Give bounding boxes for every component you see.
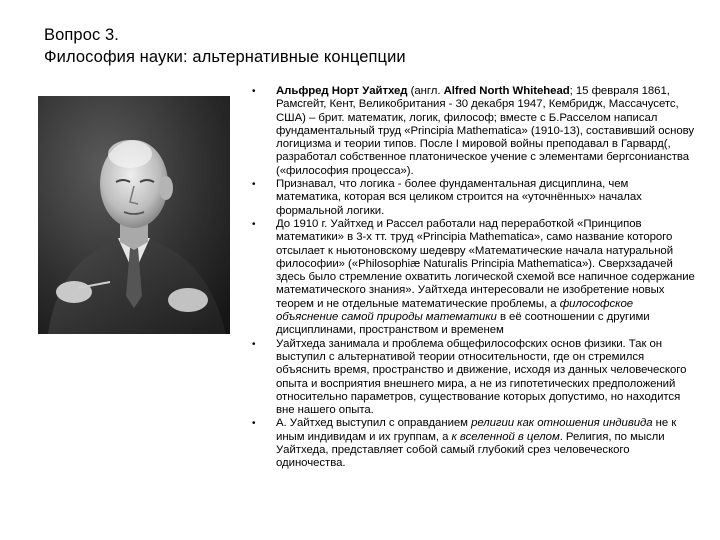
bullet-5-text-b: не к иным индивидам и их группам, а <box>276 417 677 443</box>
bullet-item-physics <box>248 338 696 418</box>
bullet-item-religion <box>248 417 696 470</box>
portrait-photo-icon <box>38 96 230 334</box>
bullet-1-text-b: ; 15 февраля 1861, Рамсгейт, Кент, Великобритания - 30 декабря 1947, Кембридж, Массачусетс, США) – брит. математик, логик, философ; вместе с Б.Расселом написал фундаментальный труд «Principia Mathematica» (1910-13), составивший основу логицизма и теории типов. После I мировой войны преподавал в Гарвард(, разработал собственное платоническое учение с элементами бергсонианства («философия процесса»). <box>276 85 695 177</box>
bullet-marker: • <box>252 218 256 230</box>
slide-title <box>44 24 684 68</box>
bullet-marker: • <box>252 418 256 430</box>
bullet-1-english-name: Alfred North Whitehead <box>443 85 570 97</box>
bullet-5-italic-a: религии как отношения индивида <box>471 417 653 430</box>
bullet-marker: • <box>252 179 256 191</box>
bullet-5-italic-b: к вселенной в целом <box>451 430 560 443</box>
bullet-3-text-a: До 1910 г. Уайтхед и Рассел работали над переработкой «Принципов математики» в 3-х тт. труд «Principia Mathematica», само название которого отсылает к ньютоновскому шедевру «Математические начала натуральной философии» («Philosophiæ Naturalis Principia Mathematica»). Сверхзадачей здесь было стремление охватить логической схемой все напичное содержание математического знания». Уайтхеда интересовали не изобретение новых теорем и не отдельные математические проблемы, а <box>276 217 695 310</box>
bullet-item-logic <box>248 178 696 218</box>
bullet-1-lead: Альфред Норт Уайтхед <box>276 85 408 97</box>
bullet-5-text-a: А. Уайтхед выступил с оправданием <box>276 417 472 430</box>
bullet-1-text-a: (англ. <box>407 85 444 97</box>
bullet-marker: • <box>252 338 256 350</box>
title-line-1: Вопрос 3. <box>44 26 119 44</box>
bullet-5-text-c: . Религия, по мысли Уайтхеда, представляет собой самый глубокий срез человеческого одиночества. <box>276 430 665 470</box>
bullet-list <box>248 85 696 471</box>
bullet-item-whitehead <box>248 85 696 178</box>
portrait-photo <box>38 96 230 334</box>
title-line-2: Философия науки: альтернативные концепции <box>44 48 406 66</box>
bullet-2-text: Признавал, что логика - более фундаментальная дисциплина, чем математика, которая вся целиком строится на «уточнённых» началах формальной логики. <box>276 178 642 217</box>
bullet-4-text: Уайтхеда занимала и проблема общефилософских основ физики. Так он выступил с альтернативой теории относительности, где он стремился объяснить время, пространство и движение, исходя из данных человеческого опыта и восприятия внешнего мира, а не из гипотетических предположений относительно параметров, существование которых допустимо, но находится вне нашего опыта. <box>276 337 687 417</box>
bullet-marker: • <box>252 86 256 97</box>
bullet-3-italic: философское объяснение самой природы математики <box>276 297 634 324</box>
bullet-item-principia <box>248 218 696 338</box>
bullet-3-text-b: в её соотношении с другими дисциплинами, пространством и временем <box>276 311 650 337</box>
content-area <box>248 85 696 471</box>
